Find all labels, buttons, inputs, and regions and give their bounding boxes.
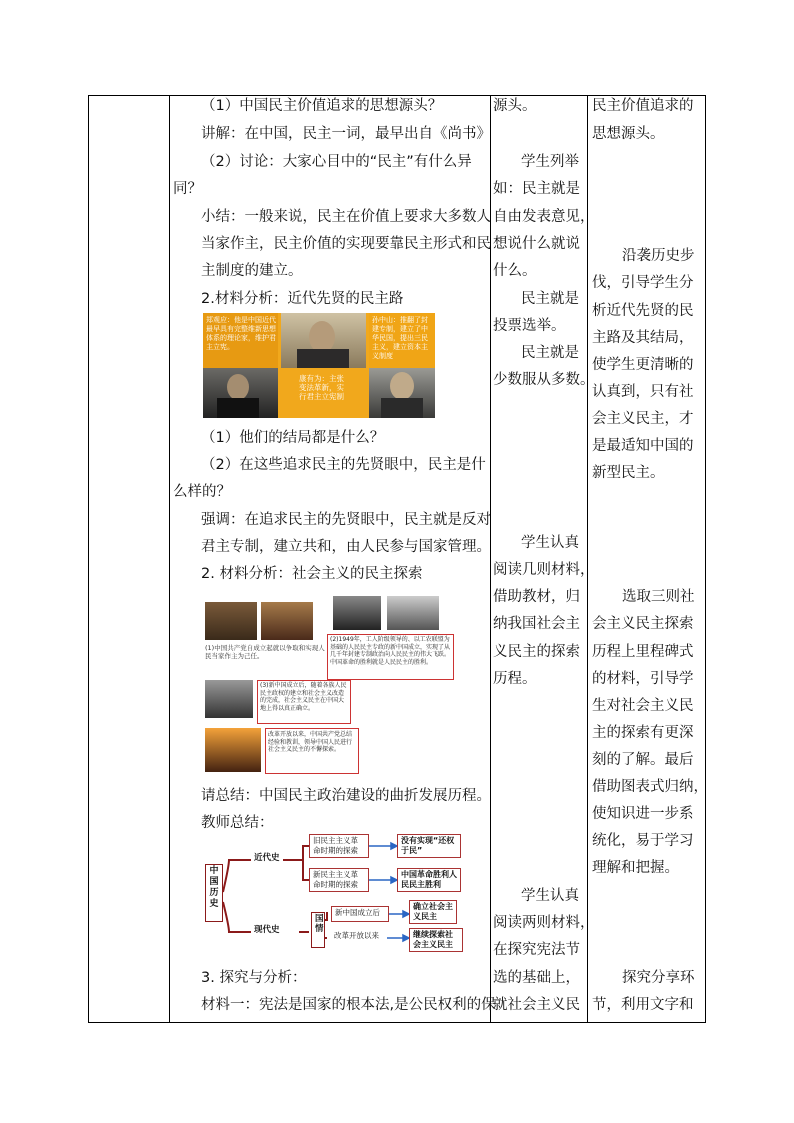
text-line: 思想源头。 [592,126,665,142]
text-line: 探究分享环 [622,970,695,986]
reform-node: 改革开放以来 [331,930,387,946]
text-line: 君主专制，建立共和，由人民参与国家管理。 [201,539,491,555]
portrait-photo [203,368,278,418]
text-line: 阅读两则材料， [493,915,595,931]
caption-zheng: 郑观应：他是中国近代最早具有完整维新思想体系的理论家，维护君主立宪。 [206,316,276,351]
text-line: 主的探索有更深 [592,725,694,741]
text-line: 同？ [173,181,202,197]
text-line: 理解和把握。 [592,860,679,876]
text-line: 如：民主就是 [493,181,580,197]
reform-result-node: 继续探索社会主义民主 [409,928,463,952]
modern-sages-image [203,313,435,418]
prc-result-node: 确立社会主义民主 [409,900,457,924]
guoqing-node: 国情 [311,912,325,948]
old-node: 旧民主主义革命时期的探索 [309,834,369,858]
text-line: 想说什么就说 [493,236,580,252]
text-line: 么样的？ [173,484,231,500]
text-line: 就社会主义民 [493,997,580,1013]
text-line: （2）讨论：大家心目中的“民主”有什么异 [201,154,472,170]
text-line: 阅读几则材料， [493,562,595,578]
text-line: 在探究宪法节 [493,942,580,958]
text-line: 材料一：宪法是国家的根本法,是公民权利的保 [201,997,496,1013]
text-line: 伐，引导学生分 [592,275,694,291]
text-line: 民主价值追求的 [592,98,694,114]
text-line: 新型民主。 [592,465,665,481]
text-line: 自由发表意见， [493,209,595,225]
text-panel [369,313,435,368]
text-line: 节，利用文字和 [592,997,694,1013]
caption-1: (1)中国共产党自成立起就以争取和实现人民当家作主为己任。 [205,644,325,660]
text-line: 2.材料分析：近代先贤的民主路 [201,291,404,307]
text-line: 义民主的探索 [493,644,580,660]
new-result-node: 中国革命胜利人民民主胜利 [397,868,461,892]
text-line: 学生列举 [521,154,579,170]
text-line: 析近代先贤的民 [592,303,694,319]
text-line: 小结：一般来说，民主在价值上要求大多数人 [201,209,491,225]
socialist-democracy-image [203,596,455,774]
text-line: 学生认真 [521,535,579,551]
old-result-node: 没有实现“还权于民” [397,834,461,858]
text-line: 生对社会主义民 [592,698,694,714]
caption-4: 改革开放以来，中国共产党总结经验和教训，领导中国人民进行社会主义民主的不懈探索。 [268,731,353,753]
student-activity-column [490,96,595,1022]
text-line: 主路及其结局， [592,330,694,346]
text-line: 会主义民主探索 [592,616,694,632]
text-line: 认真到，只有社 [592,384,694,400]
teaching-content-column [173,96,496,1022]
design-intent-column [589,96,708,1022]
text-line: 主制度的建立。 [201,263,303,279]
text-line: 的材料，引导学 [592,671,694,687]
text-line: 统化，易于学习 [592,833,694,849]
text-line: 讲解：在中国，民主一词，最早出自《尚书》 [201,126,491,142]
text-line: 教师总结： [201,815,274,831]
portrait-photo [281,313,366,368]
text-line: 沿袭历史步 [622,248,695,264]
text-line: 民主就是 [521,291,579,307]
text-line: 什么。 [493,263,537,279]
text-line: 学生认真 [521,888,579,904]
contemporary-node: 现代史 [251,924,289,940]
text-line: 使知识进一步系 [592,806,694,822]
caption-kang: 康有为：主张变法革新，实行君主立宪制 [299,374,344,401]
text-line: 投票选举。 [493,318,566,334]
caption-sun: 孙中山：推翻了封建专制，建立了中华民国，提出三民主义，建立资本主义制度 [372,316,428,360]
column-divider [587,96,588,1022]
history-diagram [203,834,465,960]
prc-node: 新中国成立后 [331,906,389,922]
text-line: 请总结：中国民主政治建设的曲折发展历程。 [201,788,491,804]
text-line: 强调：在追求民主的先贤眼中，民主就是反对 [201,512,491,528]
text-line: 当家作主，民主价值的实现要靠民主形式和民 [201,236,491,252]
text-panel [203,313,278,368]
text-line: 源头。 [493,98,537,114]
text-line: 少数服从多数。 [493,372,595,388]
text-line: 3. 探究与分析： [201,970,307,986]
text-line: 会主义民主，才 [592,411,694,427]
text-line: 历程上里程碑式 [592,644,694,660]
text-line: 借助图表式归纳， [592,779,708,795]
caption-3: (3)新中国成立后，随着各族人民民主政权的建立和社会主义改造的完成，社会主义民主在中国大地上得以真正确立。 [260,682,347,712]
text-line: 是最适知中国的 [592,438,694,454]
text-line: （2）在这些追求民主的先贤眼中，民主是什 [201,457,486,473]
text-line: 借助教材，归 [493,589,580,605]
text-line: 纳我国社会主 [493,616,580,632]
text-line: 刻的了解。最后 [592,752,694,768]
portrait-photo [369,368,435,418]
text-line: （1）他们的结局都是什么？ [201,430,385,446]
text-line: （1）中国民主价值追求的思想源头？ [201,98,443,114]
text-line: 使学生更清晰的 [592,357,694,373]
text-line: 2. 材料分析：社会主义的民主探索 [201,566,423,582]
column-divider [169,96,170,1022]
text-line: 民主就是 [521,345,579,361]
text-line: 选的基础上， [493,970,580,986]
text-line: 历程。 [493,671,537,687]
caption-2: (2)1949年，工人阶级领导的、以工农联盟为基础的人民民主专政的新中国成立，实现了从几千年封建专制政治向人民民主的伟大飞跃。中国革命的胜利就是人民民主的胜利。 [330,636,451,666]
new-node: 新民主主义革命时期的探索 [309,868,369,892]
root-node: 中国历史 [205,864,223,922]
text-panel [281,368,366,418]
modern-node: 近代史 [251,852,283,868]
text-line: 选取三则社 [622,589,695,605]
